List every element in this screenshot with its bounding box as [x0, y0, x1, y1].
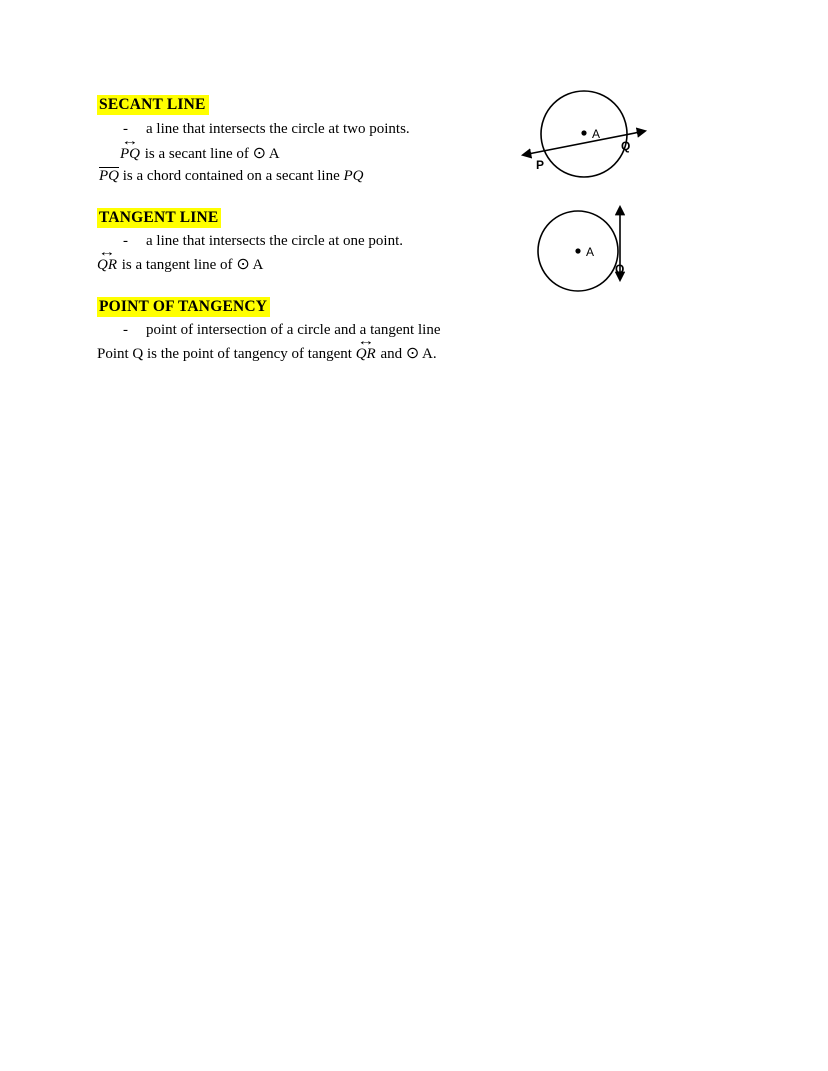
- label-center-a: A: [592, 127, 601, 141]
- left-right-arrow-icon: ↔: [98, 245, 116, 260]
- circle-name-a: A.: [419, 346, 437, 362]
- tangency-statement-pre: Point Q is the point of tangency of tangent: [97, 346, 356, 362]
- heading-point-of-tangency: [97, 298, 270, 316]
- heading-point-of-tangency-text: POINT OF TANGENCY: [97, 297, 270, 317]
- qr-letters: QR: [97, 257, 117, 273]
- label-center-a: A: [586, 245, 595, 259]
- label-point-p: P: [536, 158, 545, 172]
- circle-name-a: A: [249, 257, 264, 273]
- tangent-statement-text: is a tangent line of: [118, 257, 237, 273]
- center-dot-a: [581, 130, 586, 135]
- pq-letters: PQ: [120, 146, 140, 162]
- heading-secant-line: [97, 96, 209, 114]
- heading-secant-line-text: SECANT LINE: [97, 95, 209, 115]
- qr-letters: QR: [355, 346, 376, 362]
- tangency-statement-mid: and: [376, 346, 406, 362]
- secant-statement-text: is a secant line of: [141, 146, 253, 162]
- secant-statement-pq-line: [120, 134, 280, 164]
- secant-statement-chord: [99, 167, 364, 186]
- secant-diagram: [516, 86, 666, 186]
- label-point-q: Q: [621, 139, 631, 153]
- chord-statement-text: is a chord contained on a secant line: [119, 168, 344, 184]
- circle-dot-symbol: ⊙: [236, 256, 250, 273]
- pq-double-arrow-notation: [120, 134, 140, 164]
- label-point-q: Q: [615, 262, 625, 276]
- pq-segment-notation: $\overline{PQ}$: [99, 168, 119, 184]
- circle-dot-symbol: ⊙: [252, 145, 266, 162]
- pq-italic: PQ: [343, 168, 364, 184]
- bullet-dash: -: [123, 233, 128, 249]
- secant-definition-text: a line that intersects the circle at two points.: [146, 121, 410, 137]
- left-right-arrow-icon: ↔: [121, 134, 139, 149]
- heading-tangent-line: [97, 209, 221, 227]
- bullet-dash: -: [123, 322, 128, 338]
- tangency-definition-text: point of intersection of a circle and a tangent line: [146, 322, 441, 338]
- tangency-definition-line: [123, 321, 440, 340]
- qr-double-arrow-notation: [355, 334, 376, 364]
- circle-dot-symbol: ⊙: [405, 345, 420, 362]
- secant-definition-line: [123, 120, 410, 139]
- qr-double-arrow-notation: [97, 245, 117, 275]
- tangent-definition-line: [123, 232, 403, 251]
- tangent-diagram: [516, 203, 666, 303]
- tangent-definition-text: a line that intersects the circle at one point.: [146, 233, 403, 249]
- bullet-dash: -: [123, 121, 128, 137]
- center-dot-a: [575, 248, 580, 253]
- tangency-statement-line: [97, 334, 437, 364]
- heading-tangent-line-text: TANGENT LINE: [97, 208, 221, 228]
- circle-name-a: A: [265, 146, 280, 162]
- left-right-arrow-icon: ↔: [357, 334, 375, 349]
- tangent-statement-qr-line: [97, 245, 264, 275]
